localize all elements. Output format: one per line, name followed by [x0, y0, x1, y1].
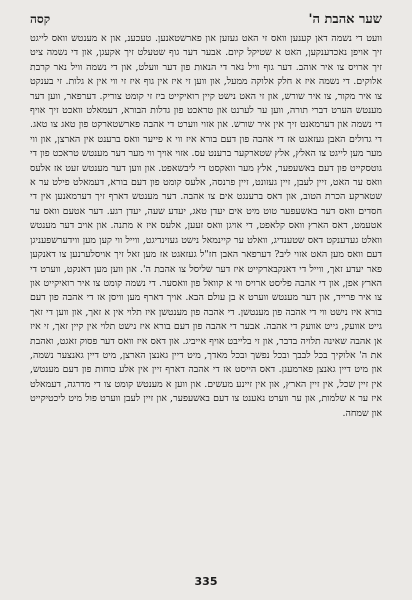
body-text-block — [30, 32, 382, 566]
hebrew-page-number: קסה — [30, 11, 51, 26]
page-title: שער אהבת ה' — [308, 12, 382, 27]
body-paragraph: וועט די נשמה דאן קענען וואס זי האט געזען און פארשטאנען. טעכענ, און א מענטש וואס לייגט זיך אויפן נאכדענקען, האט א שטיקל קיום. אבער דער גוף שטעלט זיך אקעגן, און די נשמה ציט זיך ארויס צו איר אוהב. דער גוף וויל נאר די הנאות פון דער וועלט, און די נשמה וויל נאר קרבת אלוקים. די נשמה איז א חלק אלוקה ממעל, און ווען זי איז אין גוף איז זי ווי אין א גלות. זי בענקט צו איר מקור, צו איר שורש, און זי האט נישט קיין רואיקייט ביז זי קומט צוריק. דערפאר, ווען דער מענטש הערט דברי תורה, ווען ער לערנט און טראכט פון גדלות הבורא, דעמאלט וואכט זיך אויף די נשמה און דערמאנט זיך אין איר שורש. און אזוי ווערט די אהבה פארשטארקט פון טאג צו טאג. די גדולים האבן געזאגט אז די אהבה פון דעם בורא איז ווי א פייער וואס ברענט אין הארצן, און ווי מער מען לייגט צו האלץ, אלץ שטארקער ברענט עס. אזוי אויך ווי מער דער מענטש טראכט פון די גוטסקייט פון דעם באשעפער, אלץ מער וואקסט די ליבשאפט. און ווען דער מענטש זעט אז אלעס וואס ער האט, זיין לעבן, זיין געזונט, זיין פרנסה, אלעס קומט פון דעם בורא, דעמאלט פילט ער א שטארקע הכרת הטוב, און דאס ברענגט אים צו אהבה. דער מענטש דארף זיך דערמאנען אין די חסדים וואס דער באשעפער טוט מיט אים יעדן טאג, יעדע שעה, יעדן רגע. דער אטעם וואס ער אטעמט, דאס הארץ וואס קלאפט, די אויגן וואס זעען, אלעס איז א מתנה. און אויב דער מענטש וואלט געדענקט דאס שטענדיג, וואלט ער קיינמאל נישט געזינדיגט, ווייל ווי קען מען ווידערשפעניגן דעם וואס מען האט אזוי ליב? דערפאר האבן חז"ל געזאגט אז מען זאל זיך אויסלערנען צו דאנקען פאר יעדע זאך, ווייל די דאנקבארקייט איז דער שליסל צו אהבת ה'. און ווען מען דאנקט, ווערט די הארץ אפן, און די אהבה פליסט ארויס ווי א קוואל פון וואסער. די נשמה קומט צו איר רואיקייט און צו איר פרייד, און דער מענטש ווערט א בן עולם הבא. אויך דארף מען וויסן אז די אהבה פון דעם בורא איז נישט ווי די אהבה פון מענטשן. די אהבה פון מענטשן איז תלוי אין א זאך, און ווען די זאך גייט אוועק, גייט אוועק די אהבה. אבער די אהבה פון דעם בורא איז נישט תלוי אין קיין זאך, זי איז אן אהבה שאינה תלויה בדבר, און זי בלייבט אויף אייביג. און דאס איז וואס דער פסוק זאגט, ואהבת את ה' אלוקיך בכל לבבך ובכל נפשך ובכל מאדך, מיט דיין גאנצן הארצן, מיט דיין גאנצער נשמה, און מיט דיין גאנצן פארמעגן. דאס הייסט אז די אהבה דארף זיין אין אלע כוחות פון דעם מענטש, אין זיין שכל, אין זיין הארץ, און אין זיינע מעשים. און ווען א מענטש קומט צו די מדרגה, דעמאלט איז ער א שלמות, און ער ווערט נאענט צו דעם באשעפער, און זיין לעבן ווערט פול מיט ליכטיקייט און שמחה. — [30, 33, 382, 419]
page-header — [30, 10, 382, 28]
page-number: 335 — [194, 575, 218, 588]
